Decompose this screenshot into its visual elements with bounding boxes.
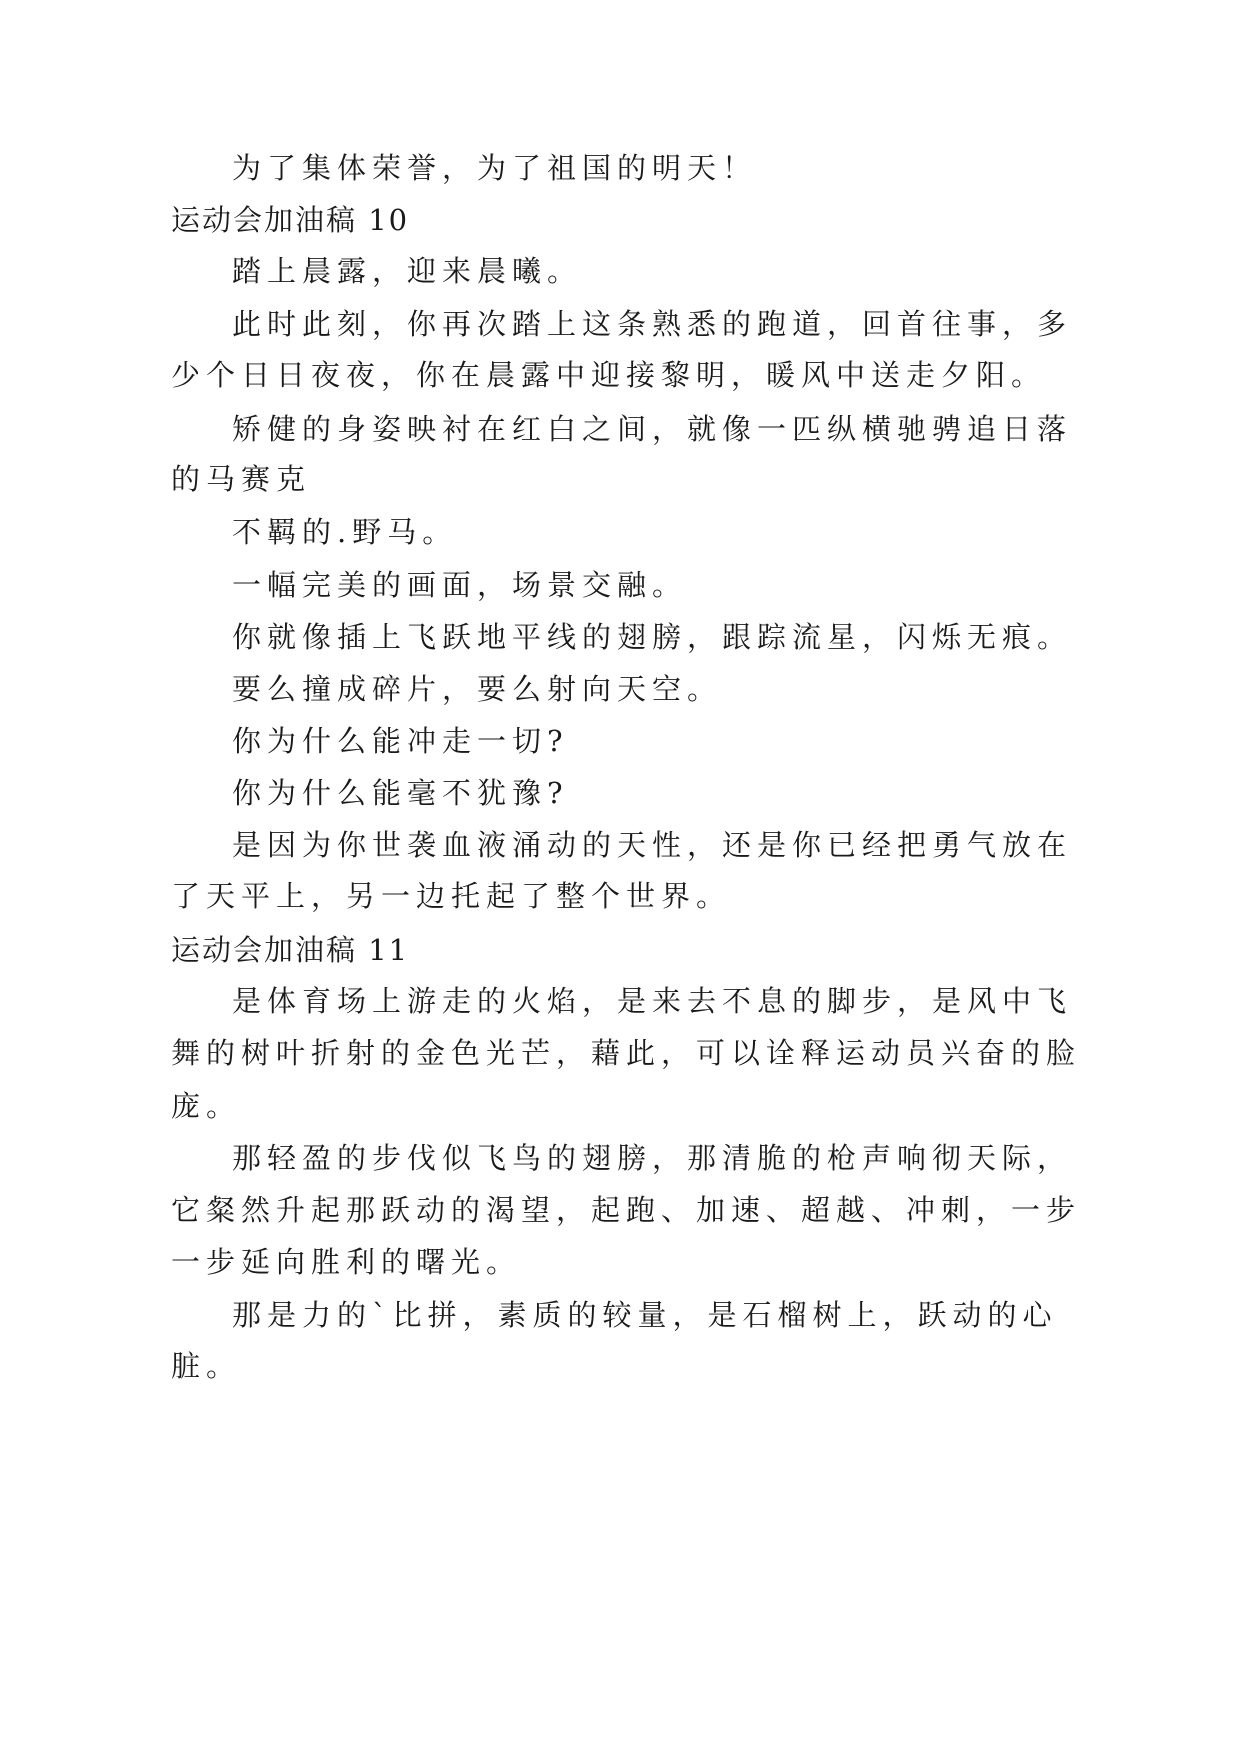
paragraph-line: 矫健的身姿映衬在红白之间，就像一匹纵横驰骋追日落: [232, 412, 1073, 446]
paragraph-line: 一幅完美的画面，场景交融。: [232, 568, 688, 602]
paragraph-line: 你为什么能毫不犹豫?: [232, 776, 569, 810]
paragraph-line: 是因为你世袭血液涌动的天性，还是你已经把勇气放在: [232, 828, 1073, 862]
paragraph-line: 那轻盈的步伐似飞鸟的翅膀，那清脆的枪声响彻天际，: [232, 1141, 1073, 1175]
paragraph-line: 一步延向胜利的曙光。: [171, 1245, 522, 1279]
paragraph-line: 庞。: [171, 1089, 242, 1123]
paragraph-line: 你为什么能冲走一切?: [232, 724, 569, 758]
paragraph-line: 你就像插上飞跃地平线的翅膀，跟踪流星，闪烁无痕。: [232, 620, 1073, 654]
paragraph-line: 此时此刻，你再次踏上这条熟悉的跑道，回首往事，多: [232, 307, 1073, 341]
paragraph-line: 是体育场上游走的火焰，是来去不息的脚步，是风中飞: [232, 984, 1073, 1018]
paragraph-line: 少个日日夜夜，你在晨露中迎接黎明，暖风中送走夕阳。: [171, 358, 1047, 392]
section-heading: 运动会加油稿 10: [171, 203, 410, 237]
paragraph-line: 那是力的`比拼，素质的较量，是石榴树上，跃动的心: [232, 1298, 1058, 1332]
paragraph-line: 的马赛克: [171, 462, 312, 496]
paragraph-line: 为了集体荣誉，为了祖国的明天！: [232, 151, 758, 185]
paragraph-line: 舞的树叶折射的金色光芒，藉此，可以诠释运动员兴奋的脸: [171, 1036, 1082, 1070]
paragraph-line: 踏上晨露，迎来晨曦。: [232, 254, 583, 288]
paragraph-line: 不羁的.野马。: [232, 515, 458, 549]
paragraph-line: 要么撞成碎片，要么射向天空。: [232, 672, 723, 706]
paragraph-line: 脏。: [171, 1349, 242, 1383]
paragraph-line: 了天平上，另一边托起了整个世界。: [171, 879, 732, 913]
paragraph-line: 它粲然升起那跃动的渴望，起跑、加速、超越、冲刺，一步: [171, 1193, 1082, 1227]
section-heading: 运动会加油稿 11: [171, 933, 410, 967]
